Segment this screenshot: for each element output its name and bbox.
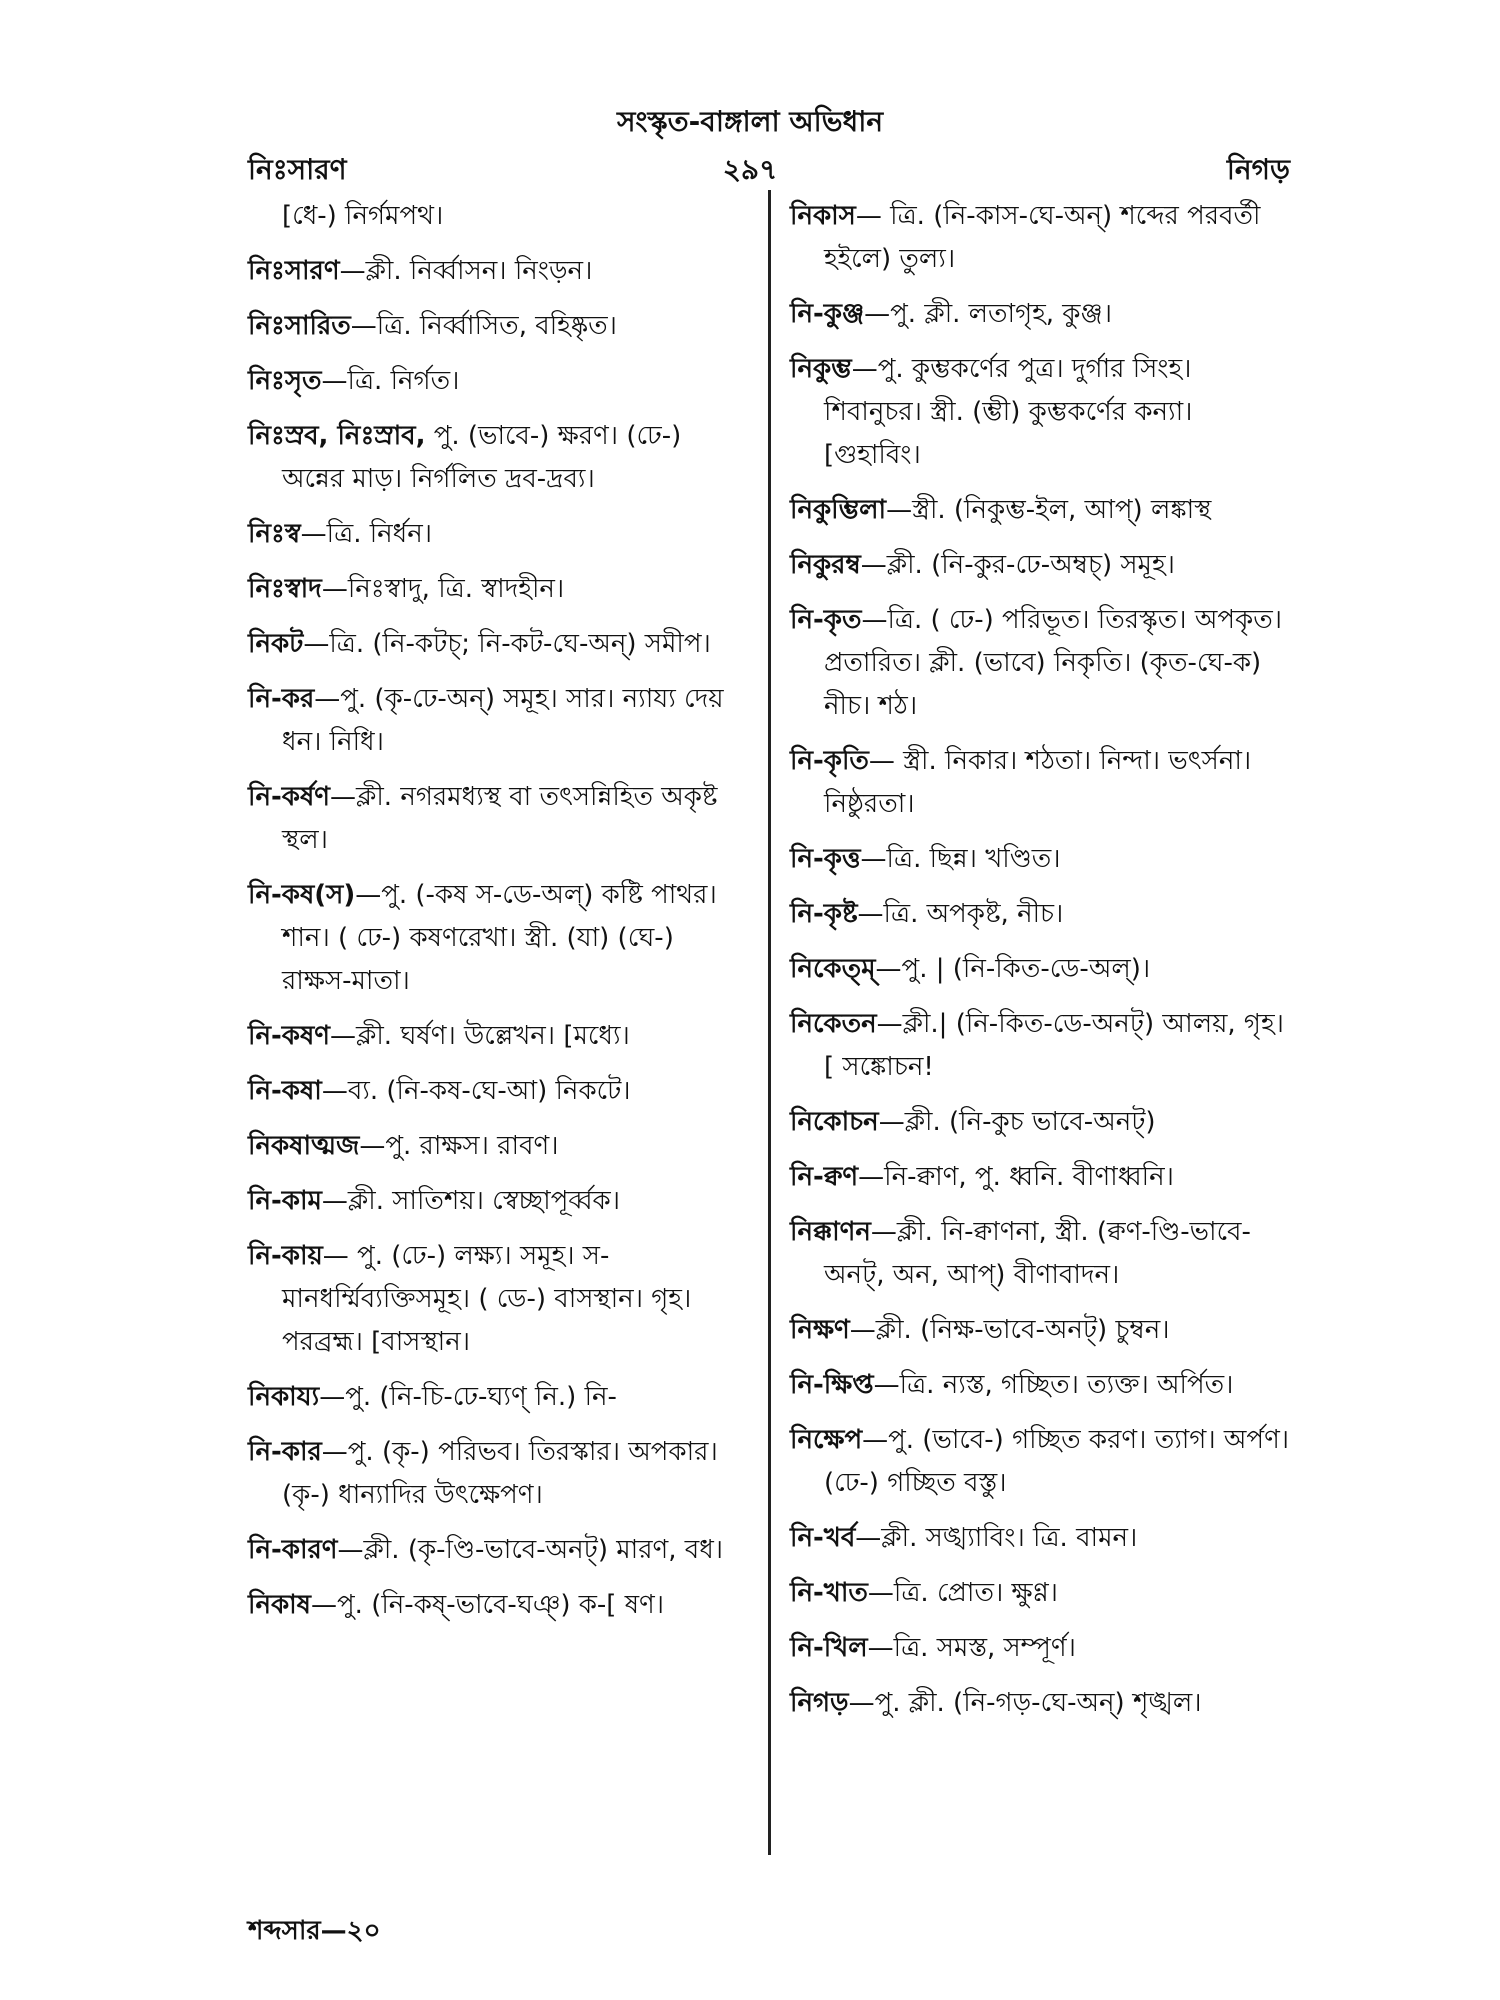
dictionary-entry xyxy=(248,776,748,862)
dictionary-entry xyxy=(248,568,748,611)
dictionary-entry xyxy=(248,1584,748,1627)
dictionary-entry xyxy=(790,893,1295,936)
dictionary-entry xyxy=(248,1235,748,1364)
entry-headword: নিকুরম্ব xyxy=(790,550,861,580)
entry-headword: নিকায্য xyxy=(248,1382,320,1412)
entry-headword: নি-খর্ব xyxy=(790,1523,856,1553)
entry-headword: নি-কৃত xyxy=(790,605,862,635)
entry-headword: নি-খিল xyxy=(790,1633,868,1663)
dictionary-entry xyxy=(248,1125,748,1168)
entry-definition: —পু. ক্লী. লতাগৃহ, কুঞ্জ। xyxy=(864,299,1113,329)
entry-definition: —ত্রি. অপকৃষ্ট, নীচ। xyxy=(857,899,1064,929)
entry-definition: —ক্লী. সঙ্খ্যাবিং। ত্রি. বামন। xyxy=(855,1523,1138,1553)
dictionary-entry xyxy=(790,1364,1295,1407)
left-guide-word: নিঃসারণ xyxy=(248,153,347,186)
entry-headword: নি-কর xyxy=(248,684,315,714)
right-column xyxy=(790,195,1295,1737)
entry-headword: নিকেত্ম্ xyxy=(790,954,876,984)
entry-definition: —পু. (নি-চি-ঢে-ঘ্যণ্ নি.) নি- xyxy=(319,1382,617,1412)
entry-definition: —ক্লী. সাতিশয়। স্বেচ্ছাপূর্ব্বক। xyxy=(321,1186,621,1216)
entry-headword: নিকষাত্মজ xyxy=(248,1131,360,1161)
entry-definition: —পু. ক্লী. (নি-গড়-ঘে-অন্) শৃঙ্খল। xyxy=(848,1688,1202,1718)
entry-headword: নিঃসৃত xyxy=(248,366,322,396)
entry-headword: নিকেতন xyxy=(790,1009,877,1039)
entry-definition: —পু. (ভাবে-) গচ্ছিত করণ। ত্যাগ। অর্পণ। (ঢে-) গচ্ছিত বস্তু। xyxy=(824,1425,1290,1498)
dictionary-entry xyxy=(248,1015,748,1058)
entry-definition: — ত্রি. (নি-কাস-ঘে-অন্) শব্দের পরবর্তী হইলে) তুল্য। xyxy=(824,201,1261,274)
entry-definition: —পু. কুম্ভকর্ণের পুত্র। দুর্গার সিংহ। শিবানুচর। স্ত্রী. (ম্ভী) কুম্ভকর্ণের কন্যা। [গুহাবিং। xyxy=(824,354,1193,470)
page-title: সংস্কৃত-বাঙ্গালা অভিধান xyxy=(616,105,884,138)
entry-headword: নি-ক্বণ xyxy=(790,1162,859,1192)
entry-definition: —ত্রি. প্রোত। ক্ষুণ্ণ। xyxy=(867,1578,1058,1608)
entry-headword: নি-কষা xyxy=(248,1076,322,1106)
dictionary-entry xyxy=(248,195,748,238)
entry-definition: —ব্য. (নি-কষ-ঘে-আ) নিকটে। xyxy=(321,1076,631,1106)
dictionary-entry xyxy=(790,544,1295,587)
dictionary-entry xyxy=(790,1572,1295,1615)
entry-definition: —পু. | (নি-কিত-ডে-অল্)। xyxy=(875,954,1151,984)
dictionary-entry xyxy=(790,1517,1295,1560)
entry-definition: —পু. (নি-কষ্-ভাবে-ঘঞ্) ক-[ ষণ। xyxy=(311,1590,665,1620)
entry-definition: —পু. (-কষ স-ডে-অল্) কষ্টি পাথর। শান। ( ঢে-) কষণরেখা। স্ত্রী. (যা) (ঘে-) রাক্ষস-মাতা। xyxy=(282,880,717,996)
entry-headword: নি-খাত xyxy=(790,1578,868,1608)
dictionary-entry xyxy=(790,1156,1295,1199)
entry-headword: নি-কাম xyxy=(248,1186,322,1216)
dictionary-entry xyxy=(790,348,1295,477)
entry-headword: নি-কষণ xyxy=(248,1021,330,1051)
entry-definition: —ক্লী. নির্ব্বাসন। নিংড়ন। xyxy=(339,256,593,286)
entry-definition: —ত্রি. (নি-কটচ্; নি-কট-ঘে-অন্) সমীপ। xyxy=(303,629,711,659)
entry-definition: —ত্রি. ( ঢে-) পরিভূত। তিরস্কৃত। অপকৃত। প্রতারিত। ক্লী. (ভাবে) নিকৃতি। (কৃত-ঘে-ক) নীচ। শঠ। xyxy=(824,605,1283,721)
entry-definition: — স্ত্রী. নিকার। শঠতা। নিন্দা। ভৎর্সনা। নিষ্ঠুরতা। xyxy=(824,746,1252,819)
left-column xyxy=(248,195,748,1639)
entry-headword: নিকুম্ভ xyxy=(790,354,852,384)
dictionary-entry xyxy=(248,415,748,501)
dictionary-entry xyxy=(790,1003,1295,1089)
page-number: ২৯৭ xyxy=(722,153,778,186)
entry-headword: নিঃস্বাদ xyxy=(248,574,322,604)
entry-definition: —স্ত্রী. (নিকুম্ভ-ইল, আপ্) লঙ্কাস্থ xyxy=(886,495,1212,525)
dictionary-entry xyxy=(790,1101,1295,1144)
dictionary-entry xyxy=(248,513,748,556)
entry-definition: —পু. রাক্ষস। রাবণ। xyxy=(359,1131,559,1161)
dictionary-entry xyxy=(790,293,1295,336)
right-guide-word: নিগড় xyxy=(1226,153,1290,186)
entry-headword: নিক্ষণ xyxy=(790,1315,850,1345)
entry-definition: —ক্লী. (কৃ-ণ্ডি-ভাবে-অনট্) মারণ, বধ। xyxy=(337,1535,724,1565)
entry-definition: —ক্লী. (নি-কুচ ভাবে-অনট্) xyxy=(878,1107,1156,1137)
dictionary-entry xyxy=(248,1431,748,1517)
entry-headword: নিকট xyxy=(248,629,304,659)
entry-definition: —ত্রি. সমস্ত, সম্পূর্ণ। xyxy=(867,1633,1076,1663)
dictionary-entry xyxy=(790,1309,1295,1352)
entry-headword: নি-কৃষ্ট xyxy=(790,899,858,929)
entry-headword: নি-কুঞ্জ xyxy=(790,299,865,329)
dictionary-entry xyxy=(790,838,1295,881)
dictionary-entry xyxy=(790,1627,1295,1670)
entry-headword: নি-কারণ xyxy=(248,1535,338,1565)
dictionary-entry xyxy=(248,1376,748,1419)
dictionary-entry xyxy=(248,623,748,666)
entry-headword: নিঃসারণ xyxy=(248,256,340,286)
dictionary-entry xyxy=(248,678,748,764)
entry-definition: — পু. (ঢে-) লক্ষ্য। সমূহ। স-মানধর্ম্মিব্যক্তিসমূহ। ( ডে-) বাসস্থান। গৃহ। পরব্রহ্ম। [বাসস্থান। xyxy=(282,1241,692,1357)
dictionary-entry xyxy=(248,360,748,403)
dictionary-entry xyxy=(790,1682,1295,1725)
entry-definition: —ত্রি. নির্ধন। xyxy=(300,519,433,549)
entry-definition: —পু. (কৃ-) পরিভব। তিরস্কার। অপকার। (কৃ-) ধান্যাদির উৎক্ষেপণ। xyxy=(282,1437,718,1510)
entry-headword: নিক্ষেপ xyxy=(790,1425,863,1455)
dictionary-entry xyxy=(790,489,1295,532)
entry-definition: —ত্রি. ন্যস্ত, গচ্ছিত। ত্যক্ত। অর্পিত। xyxy=(873,1370,1234,1400)
entry-definition: পু. (ভাবে-) ক্ষরণ। (ঢে-) অন্নের মাড়। নির্গলিত দ্রব-দ্রব্য। xyxy=(282,421,682,494)
entry-headword: নি-কায় xyxy=(248,1241,323,1271)
dictionary-entry xyxy=(248,305,748,348)
dictionary-entry xyxy=(248,250,748,293)
entry-headword: নি-কষ(স) xyxy=(248,880,356,910)
dictionary-entry xyxy=(790,740,1295,826)
entry-headword: নিকোচন xyxy=(790,1107,879,1137)
entry-definition: —ক্লী. নি-ক্বাণনা, স্ত্রী. (ক্বণ-ণ্ডি-ভাবে-অনট্, অন, আপ্) বীণাবাদন। xyxy=(824,1217,1251,1290)
entry-headword: নিঃস্ব xyxy=(248,519,301,549)
entry-definition: —ত্রি. ছিন্ন। খণ্ডিত। xyxy=(860,844,1061,874)
dictionary-entry xyxy=(790,1211,1295,1297)
entry-headword: নিকুম্ভিলা xyxy=(790,495,887,525)
entry-definition: —ত্রি. নির্গত। xyxy=(321,366,460,396)
entry-definition: —ক্লী. (নি-কুর-ঢে-অম্বচ্) সমূহ। xyxy=(860,550,1175,580)
entry-headword: নিকাষ xyxy=(248,1590,312,1620)
entry-headword: নিক্কাণন xyxy=(790,1217,871,1247)
entry-definition: —ক্লী. ঘর্ষণ। উল্লেখন। [মধ্যে। xyxy=(330,1021,630,1051)
entry-definition: —নি-ক্বাণ, পু. ধ্বনি. বীণাধ্বনি। xyxy=(858,1162,1174,1192)
dictionary-entry xyxy=(790,1419,1295,1505)
dictionary-entry xyxy=(248,1180,748,1223)
entry-definition: [ধে-) নির্গমপথ। xyxy=(282,201,444,231)
footer-signature: শব্দসার—২০ xyxy=(248,1916,381,1946)
entry-definition: —নিঃস্বাদু, ত্রি. স্বাদহীন। xyxy=(321,574,565,604)
dictionary-entry xyxy=(790,599,1295,728)
dictionary-entry xyxy=(790,195,1295,281)
dictionary-entry xyxy=(248,1070,748,1113)
entry-definition: —ক্লী. নগরমধ্যস্থ বা তৎসন্নিহিত অকৃষ্ট স্থল। xyxy=(282,782,718,855)
entry-headword: নিঃসারিত xyxy=(248,311,351,341)
dictionary-entry xyxy=(248,874,748,1003)
entry-definition: —পু. (কৃ-ঢে-অন্) সমূহ। সার। ন্যায্য দেয় ধন। নিধি। xyxy=(282,684,724,757)
entry-headword: নিঃস্রব, নিঃস্রাব, xyxy=(248,421,426,451)
entry-definition: —ক্লী.| (নি-কিত-ডে-অনট্) আলয়, গৃহ। [ সঙ্কোচন! xyxy=(824,1009,1284,1082)
entry-headword: নি-কর্ষণ xyxy=(248,782,330,812)
entry-definition: —ক্লী. (নিক্ষ-ভাবে-অনট্) চুম্বন। xyxy=(849,1315,1170,1345)
dictionary-entry xyxy=(790,948,1295,991)
column-divider xyxy=(768,190,771,1855)
dictionary-entry xyxy=(248,1529,748,1572)
entry-headword: নিগড় xyxy=(790,1688,849,1718)
entry-headword: নি-কার xyxy=(248,1437,322,1467)
entry-definition: —ত্রি. নির্ব্বাসিত, বহিষ্কৃত। xyxy=(350,311,617,341)
entry-headword: নি-কৃতি xyxy=(790,746,869,776)
entry-headword: নি-কৃত্ত xyxy=(790,844,861,874)
entry-headword: নি-ক্ষিপ্ত xyxy=(790,1370,874,1400)
entry-headword: নিকাস xyxy=(790,201,856,231)
